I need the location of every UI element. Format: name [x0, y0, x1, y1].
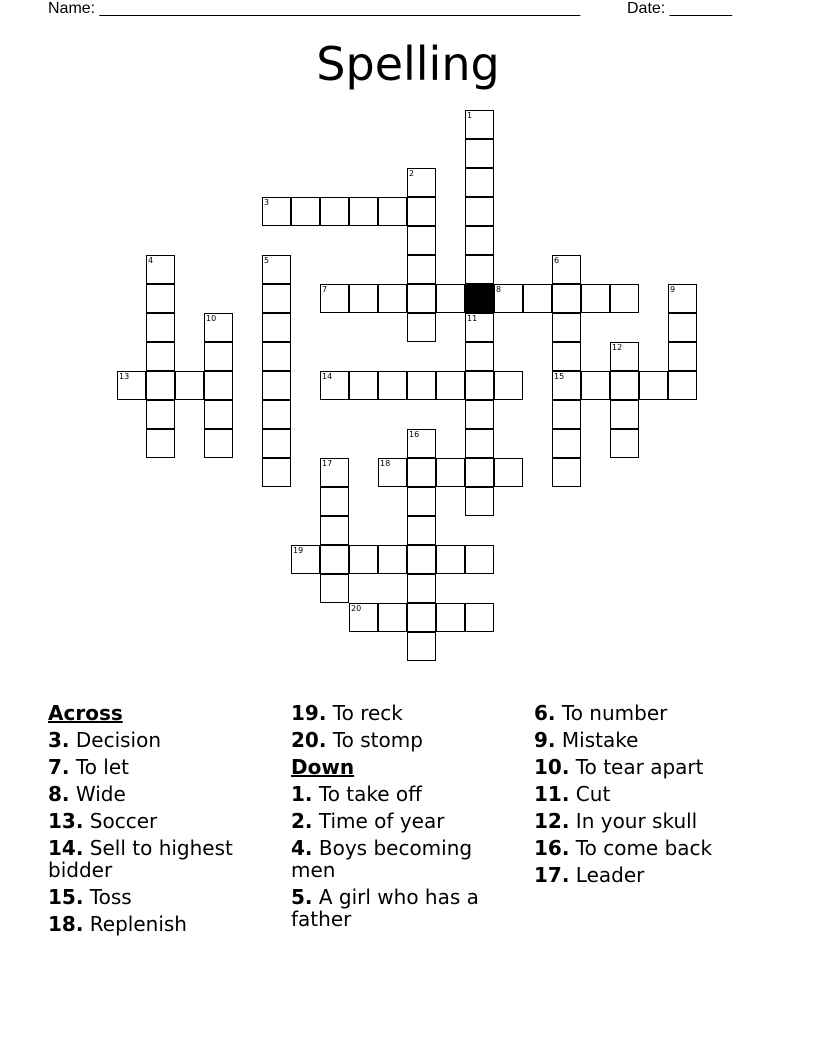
clue-text: Sell to highest bidder — [48, 836, 233, 882]
clue-number-label: 17 — [322, 459, 333, 468]
grid-cell[interactable] — [262, 371, 291, 400]
grid-cell[interactable] — [407, 458, 436, 487]
grid-cell[interactable] — [378, 197, 407, 226]
grid-cell[interactable] — [465, 139, 494, 168]
grid-cell[interactable] — [465, 400, 494, 429]
grid-cell[interactable] — [204, 342, 233, 371]
clue-down-5 — [291, 886, 496, 930]
clue-number-label: 18 — [380, 459, 391, 468]
grid-cell[interactable] — [262, 284, 291, 313]
grid-cell[interactable] — [552, 400, 581, 429]
clue-down-17 — [534, 864, 764, 886]
grid-cell[interactable] — [668, 342, 697, 371]
grid-cell[interactable] — [407, 226, 436, 255]
grid-cell[interactable] — [610, 400, 639, 429]
grid-cell[interactable] — [146, 429, 175, 458]
grid-cell[interactable] — [465, 226, 494, 255]
clue-number: 15. — [48, 885, 84, 909]
page-title: Spelling — [316, 37, 500, 91]
clue-number: 10. — [534, 755, 570, 779]
grid-cell[interactable] — [668, 313, 697, 342]
clue-number: 1. — [291, 782, 313, 806]
clue-column-2 — [291, 702, 496, 935]
grid-cell[interactable] — [204, 429, 233, 458]
clue-number-label: 3 — [264, 198, 270, 207]
clue-across-3 — [48, 729, 248, 751]
grid-cell[interactable] — [320, 545, 349, 574]
grid-cell[interactable] — [465, 197, 494, 226]
grid-cell[interactable] — [436, 371, 465, 400]
clue-text: Wide — [75, 782, 126, 806]
grid-cell[interactable] — [349, 197, 378, 226]
grid-cell[interactable] — [610, 429, 639, 458]
clue-number-label: 7 — [322, 285, 328, 294]
clue-text: To tear apart — [575, 755, 704, 779]
grid-cell[interactable] — [610, 284, 639, 313]
clue-text: To come back — [575, 836, 713, 860]
grid-cell[interactable] — [494, 458, 523, 487]
clue-across-14 — [48, 837, 248, 881]
clue-column-3 — [534, 702, 764, 891]
grid-cell[interactable] — [465, 545, 494, 574]
grid-cell[interactable] — [581, 284, 610, 313]
clue-text: Leader — [575, 863, 645, 887]
clue-number: 18. — [48, 912, 84, 936]
grid-cell[interactable] — [407, 632, 436, 661]
grid-cell[interactable] — [639, 371, 668, 400]
grid-cell[interactable] — [349, 545, 378, 574]
grid-cell[interactable] — [436, 458, 465, 487]
grid-cell[interactable] — [349, 371, 378, 400]
grid-cell[interactable] — [465, 168, 494, 197]
clue-number: 16. — [534, 836, 570, 860]
grid-cell[interactable] — [407, 371, 436, 400]
clue-number: 11. — [534, 782, 570, 806]
grid-cell[interactable] — [407, 545, 436, 574]
clue-text: To stomp — [332, 728, 423, 752]
grid-cell[interactable] — [320, 487, 349, 516]
clue-down-11 — [534, 783, 764, 805]
clue-number-label: 13 — [119, 372, 130, 381]
clue-number: 19. — [291, 701, 327, 725]
clue-text: Decision — [75, 728, 162, 752]
clue-number-label: 5 — [264, 256, 270, 265]
grid-cell[interactable] — [146, 313, 175, 342]
clue-down-16 — [534, 837, 764, 859]
clue-down-2 — [291, 810, 496, 832]
grid-cell[interactable] — [552, 284, 581, 313]
clue-number: 7. — [48, 755, 70, 779]
clue-number: 4. — [291, 836, 313, 860]
clue-number: 20. — [291, 728, 327, 752]
grid-cell[interactable] — [204, 400, 233, 429]
clue-text: Soccer — [89, 809, 158, 833]
clue-number-label: 11 — [467, 314, 478, 323]
clue-number-label: 9 — [670, 285, 676, 294]
clue-number: 9. — [534, 728, 556, 752]
grid-cell[interactable] — [146, 400, 175, 429]
black-cell — [465, 284, 494, 313]
grid-cell[interactable] — [407, 197, 436, 226]
clue-number: 8. — [48, 782, 70, 806]
down-heading: Down — [291, 755, 355, 779]
grid-cell[interactable] — [378, 603, 407, 632]
clue-text: Boys becoming men — [291, 836, 473, 882]
clue-down-1 — [291, 783, 496, 805]
grid-cell[interactable] — [146, 371, 175, 400]
clue-across-18 — [48, 913, 248, 935]
clue-text: Mistake — [561, 728, 639, 752]
clue-across-8 — [48, 783, 248, 805]
clue-down-4 — [291, 837, 496, 881]
clue-text: To number — [561, 701, 668, 725]
grid-cell[interactable] — [407, 313, 436, 342]
grid-cell[interactable] — [262, 458, 291, 487]
clue-number: 17. — [534, 863, 570, 887]
clue-number-label: 15 — [554, 372, 565, 381]
clue-text: Cut — [575, 782, 611, 806]
clue-number: 6. — [534, 701, 556, 725]
clue-number-label: 16 — [409, 430, 420, 439]
grid-cell[interactable] — [494, 371, 523, 400]
clue-number-label: 20 — [351, 604, 362, 613]
grid-cell[interactable] — [465, 342, 494, 371]
clue-number-label: 14 — [322, 372, 333, 381]
clue-across-15 — [48, 886, 248, 908]
clue-down-12 — [534, 810, 764, 832]
grid-cell[interactable] — [436, 603, 465, 632]
grid-cell[interactable] — [320, 574, 349, 603]
grid-cell[interactable] — [262, 429, 291, 458]
clue-number-label: 6 — [554, 256, 560, 265]
clue-across-13 — [48, 810, 248, 832]
grid-cell[interactable] — [262, 400, 291, 429]
clue-down-9 — [534, 729, 764, 751]
clue-number: 2. — [291, 809, 313, 833]
clue-down-6 — [534, 702, 764, 724]
grid-cell[interactable] — [407, 255, 436, 284]
clue-number-label: 2 — [409, 169, 415, 178]
clue-number: 5. — [291, 885, 313, 909]
clue-number: 13. — [48, 809, 84, 833]
grid-cell[interactable] — [349, 284, 378, 313]
clue-number-label: 8 — [496, 285, 502, 294]
grid-cell[interactable] — [610, 371, 639, 400]
clue-text: In your skull — [575, 809, 698, 833]
grid-cell[interactable] — [407, 603, 436, 632]
grid-cell[interactable] — [378, 284, 407, 313]
grid-cell[interactable] — [465, 458, 494, 487]
across-heading: Across — [48, 701, 123, 725]
grid-cell[interactable] — [291, 197, 320, 226]
clue-down-10 — [534, 756, 764, 778]
grid-cell[interactable] — [465, 371, 494, 400]
grid-cell[interactable] — [378, 545, 407, 574]
clue-text: To let — [75, 755, 129, 779]
date-field-line[interactable]: Date: _______ — [627, 0, 732, 17]
grid-cell[interactable] — [378, 371, 407, 400]
clue-across-20 — [291, 729, 496, 751]
clue-across-7 — [48, 756, 248, 778]
grid-cell[interactable] — [262, 313, 291, 342]
clue-number: 3. — [48, 728, 70, 752]
grid-cell[interactable] — [146, 342, 175, 371]
grid-cell[interactable] — [175, 371, 204, 400]
grid-cell[interactable] — [320, 516, 349, 545]
clue-number-label: 19 — [293, 546, 304, 555]
clue-column-1 — [48, 702, 248, 940]
grid-cell[interactable] — [436, 284, 465, 313]
clue-text: Replenish — [89, 912, 187, 936]
grid-cell[interactable] — [523, 284, 552, 313]
grid-cell[interactable] — [407, 516, 436, 545]
clue-text: To take off — [318, 782, 422, 806]
grid-cell[interactable] — [436, 545, 465, 574]
grid-cell[interactable] — [465, 429, 494, 458]
clue-number-label: 1 — [467, 111, 473, 120]
grid-cell[interactable] — [465, 255, 494, 284]
grid-cell[interactable] — [552, 429, 581, 458]
clue-text: A girl who has a father — [291, 885, 479, 931]
name-field-line[interactable]: Name: ______________________________________________________ — [48, 0, 581, 17]
grid-cell[interactable] — [668, 371, 697, 400]
clue-text: Time of year — [318, 809, 445, 833]
grid-cell[interactable] — [407, 284, 436, 313]
grid-cell[interactable] — [581, 371, 610, 400]
grid-cell[interactable] — [262, 342, 291, 371]
grid-cell[interactable] — [320, 197, 349, 226]
clue-number-label: 12 — [612, 343, 623, 352]
clue-number-label: 10 — [206, 314, 217, 323]
grid-cell[interactable] — [552, 313, 581, 342]
grid-cell[interactable] — [465, 487, 494, 516]
grid-cell[interactable] — [552, 342, 581, 371]
grid-cell[interactable] — [407, 574, 436, 603]
grid-cell[interactable] — [407, 487, 436, 516]
grid-cell[interactable] — [146, 284, 175, 313]
clue-text: To reck — [332, 701, 403, 725]
clue-number: 14. — [48, 836, 84, 860]
clue-text: Toss — [89, 885, 132, 909]
clue-number: 12. — [534, 809, 570, 833]
grid-cell[interactable] — [465, 603, 494, 632]
grid-cell[interactable] — [204, 371, 233, 400]
clue-across-19 — [291, 702, 496, 724]
grid-cell[interactable] — [552, 458, 581, 487]
clue-number-label: 4 — [148, 256, 154, 265]
